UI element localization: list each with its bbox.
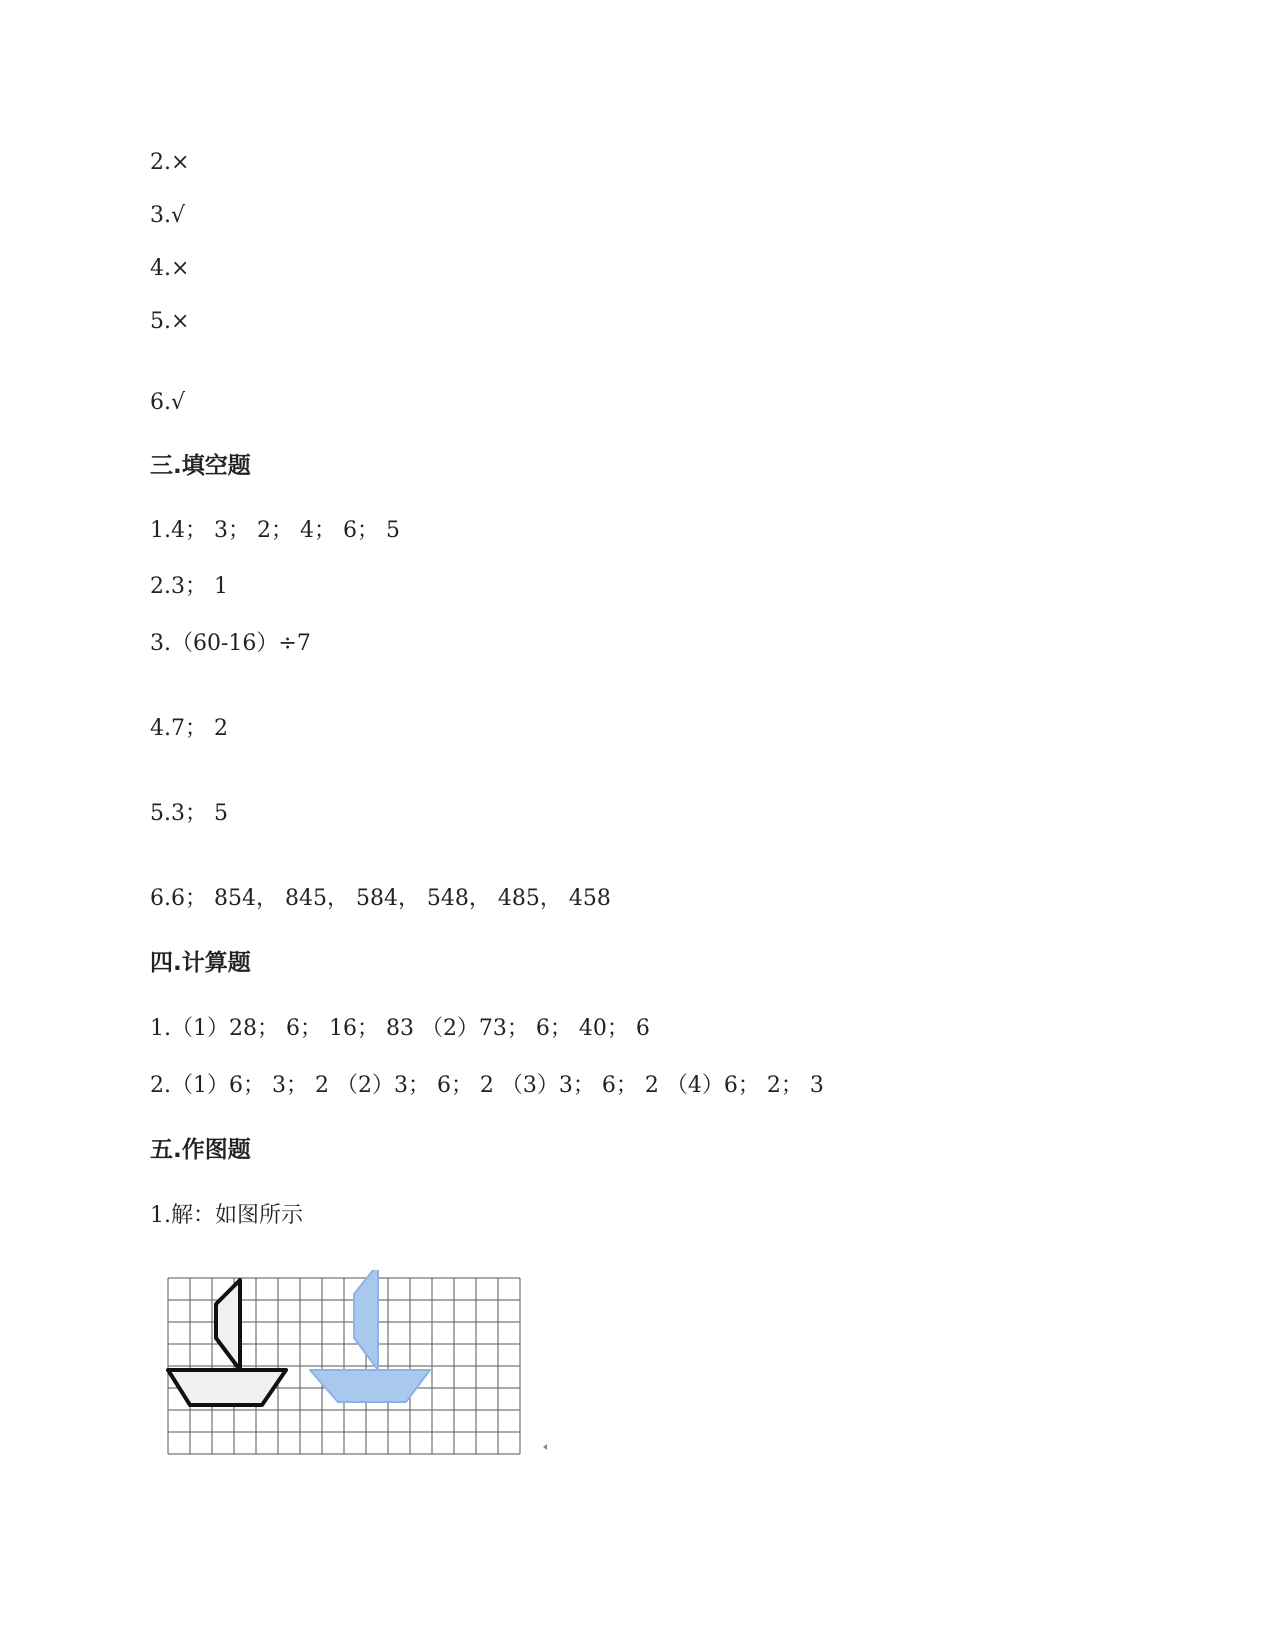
original-hull-shape <box>168 1370 286 1405</box>
fill-blank-heading: 三.填空题 <box>150 453 251 479</box>
grid-end-marker <box>543 1444 547 1450</box>
calculation-answer-2: 2.（1）6； 3； 2 （2）3； 6； 2 （3）3； 6； 2 （4）6； 2； 3 <box>150 1073 824 1098</box>
fill-blank-answer-2: 2.3； 1 <box>150 574 228 599</box>
judgement-answer-4: 4.× <box>150 256 190 281</box>
fill-blank-answer-3: 3.（60-16）÷7 <box>150 631 311 656</box>
translated-sail-shape <box>354 1270 378 1370</box>
judgement-answer-2: 2.× <box>150 150 190 175</box>
judgement-answer-3: 3.√ <box>150 203 186 228</box>
translated-hull-shape <box>310 1370 430 1402</box>
original-sail-shape <box>216 1280 240 1370</box>
fill-blank-answer-1: 1.4； 3； 2； 4； 6； 5 <box>150 518 400 543</box>
judgement-answer-5: 5.× <box>150 309 190 334</box>
fill-blank-answer-5: 5.3； 5 <box>150 801 228 826</box>
drawing-heading: 五.作图题 <box>150 1137 251 1163</box>
calculation-answer-1: 1.（1）28； 6； 16； 83 （2）73； 6； 40； 6 <box>150 1016 650 1041</box>
fill-blank-answer-4: 4.7； 2 <box>150 716 228 741</box>
translation-grid-figure <box>160 1270 550 1460</box>
fill-blank-answer-6: 6.6； 854， 845， 584， 548， 485， 458 <box>150 886 611 911</box>
calculation-heading: 四.计算题 <box>150 950 251 976</box>
drawing-answer-1: 1.解：如图所示 <box>150 1203 303 1228</box>
judgement-answer-6: 6.√ <box>150 390 186 415</box>
